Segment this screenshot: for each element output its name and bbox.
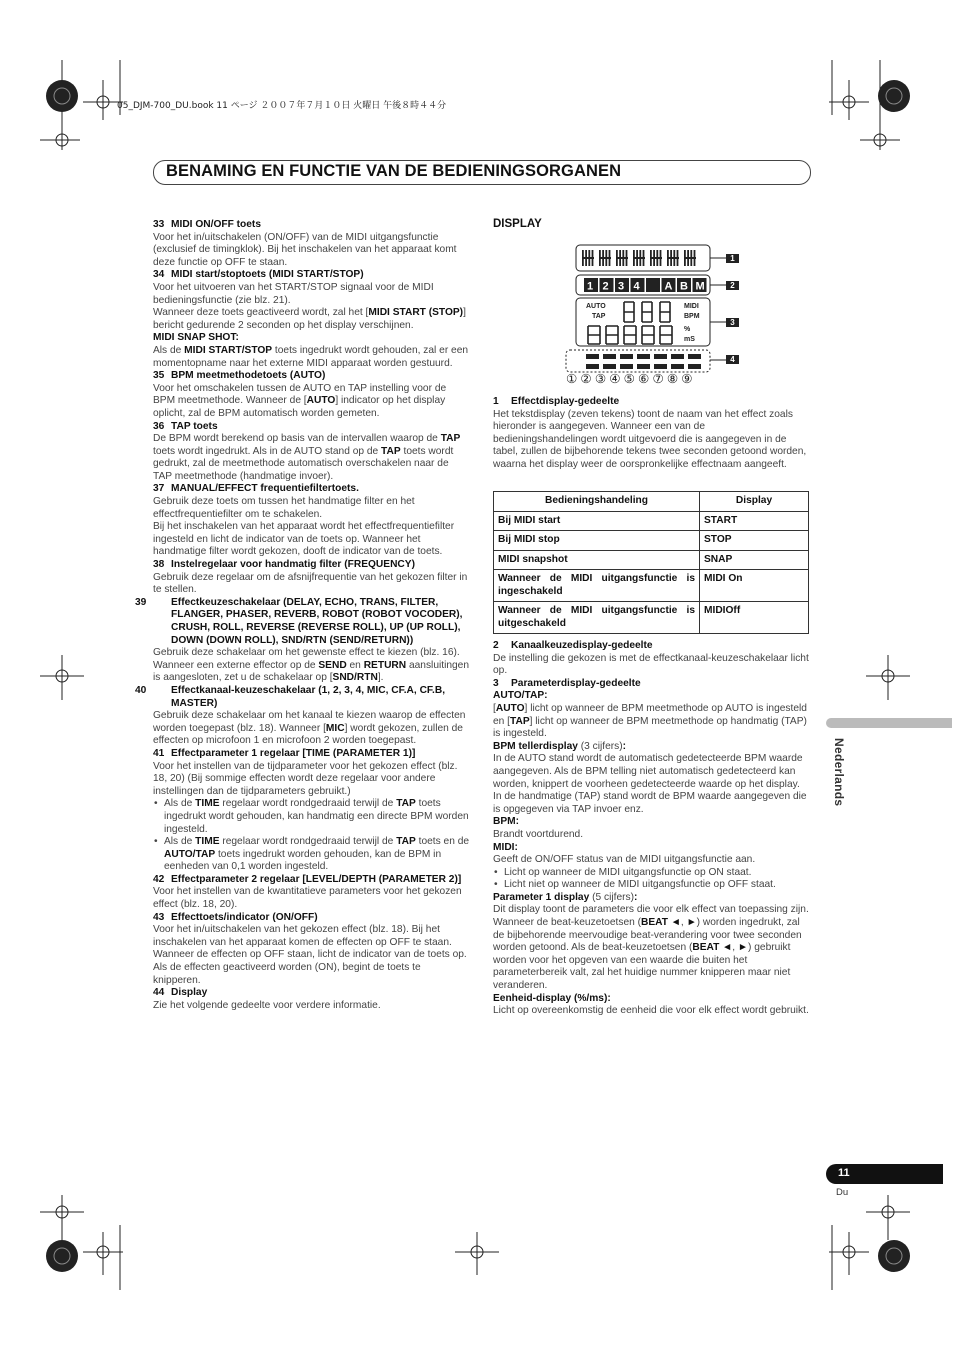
section-40-text: Gebruik deze schakelaar om het kanaal te kiezen waarop de effecten worden toegepast (blz. 18). Wanneer [MIC] wordt gekozen, zullen de effecten op microfoon 1 en microfoon 2 worden toegepast. — [153, 710, 466, 747]
lcd-glyph-segment — [667, 257, 679, 259]
table-header-row — [494, 492, 809, 512]
lcd-channel-label: 3 — [618, 280, 625, 293]
callout-1: 1 — [726, 254, 739, 263]
table-cell: Wanneer de MIDI uitgangsfunctie is uitgeschakeld — [494, 602, 700, 634]
lcd-display-diagram — [560, 242, 750, 388]
language-label: Nederlands — [832, 738, 846, 807]
midi-bullet-2: • Licht niet op wanneer de MIDI uitgangsfunctie op OFF staat. — [493, 879, 810, 892]
section-37-text-2: Bij het inschakelen van het apparaat wordt het effectfrequentiefilter ingesteld en licht de indicator van de toets op. Wanneer het handmatige filter wordt gekozen, dooft de indicator van de toets. — [153, 521, 455, 558]
section-34-heading: 34 MIDI start/stoptoets (MIDI START/STOP) — [153, 269, 364, 281]
autotap-text: [AUTO] licht op wanneer de BPM meetmethode op AUTO is ingesteld en [TAP] licht op wanneer de BPM meetmethode op handmatig (TAP) is ingesteld. — [493, 702, 807, 740]
section-37-text-1: Gebruik deze toets om tussen het handmatige filter en het effectfrequentiefilter om te schakelen. — [153, 496, 415, 520]
circled-2: ② — [580, 371, 595, 386]
right-column-top — [493, 396, 810, 472]
section-43-text: Voor het in/uitschakelen van het gekozen effect (blz. 18). Bij het inschakelen van het apparaat komen de effecten op OFF te staan. Wanneer de effecten op OFF staan, licht de indicator van de toets op. Als de effecten geactiveerd worden (ON), begint de toets te knipperen. — [153, 924, 467, 986]
operation-display-table — [493, 491, 809, 634]
lcd-glyph-segment — [633, 257, 645, 259]
midi-snapshot-heading: MIDI SNAP SHOT: — [153, 332, 239, 344]
r1-heading: 1 Effectdisplay-gedeelte — [493, 396, 620, 407]
lcd-glyph-segment — [616, 257, 628, 259]
lcd-level-bar — [671, 354, 684, 359]
table-cell: START — [700, 511, 809, 531]
table-row — [494, 531, 809, 551]
param1-heading: Parameter 1 display (5 cijfers): — [493, 891, 638, 903]
section-39-heading: 39 Effectkeuzeschakelaar (DELAY, ECHO, TRANS, FILTER, FLANGER, PHASER, REVERB, ROBOT (ROBOT VOCODER), CRUSH, ROLL, REVERSE (REVERSE ROLL), UP (UP ROLL), DOWN (DOWN ROLL), SND/RTN (SEND/RETURN)) — [135, 596, 463, 646]
section-41-bullet-2: • Als de TIME regelaar wordt rondgedraaid terwijl de TAP toets en de AUTO/TAP toets ingedrukt worden gehouden, kan de BPM in eenheden van 0,1 worden ingesteld. — [153, 836, 470, 874]
table-cell: MIDIOff — [700, 602, 809, 634]
table-row — [494, 602, 809, 634]
lcd-channel-box — [646, 278, 660, 292]
left-column — [135, 219, 470, 1012]
lcd-level-bar — [637, 364, 650, 369]
table-row — [494, 570, 809, 602]
language-side-label — [829, 738, 849, 828]
section-36-heading: 36 TAP toets — [153, 420, 218, 432]
lcd-level-bar — [586, 364, 599, 369]
midi-snapshot-text: Als de MIDI START/STOP toets ingedrukt wordt gehouden, zal er een momentopname naar het externe MIDI apparaat worden gestuurd. — [153, 344, 469, 369]
lcd-midi-label: MIDI — [684, 303, 699, 310]
r2-heading: 2 Kanaalkeuzedisplay-gedeelte — [493, 640, 653, 651]
section-44-heading: 44 Display — [153, 987, 208, 999]
section-42-text: Voor het instellen van de kwantitatieve parameters voor het gekozen effect (blz. 18, 20). — [153, 886, 462, 911]
section-38-text: Gebruik deze regelaar om de afsnijfrequentie van het gekozen filter in te stellen. — [153, 571, 468, 596]
page-language: Du — [836, 1187, 849, 1198]
section-33-heading: 33 MIDI ON/OFF toets — [153, 219, 261, 230]
callout-2: 2 — [726, 281, 739, 290]
section-37-heading: 37 MANUAL/EFFECT frequentiefiltertoets. — [153, 483, 359, 495]
table-cell: Bij MIDI stop — [494, 531, 700, 551]
midi-bullet-1: • Licht op wanneer de MIDI uitgangsfunctie op ON staat. — [493, 867, 810, 880]
callout-3: 3 — [726, 318, 739, 327]
table-cell: SNAP — [700, 550, 809, 570]
lcd-tap-label: TAP — [592, 313, 606, 320]
section-35-heading: 35 BPM meetmethodetoets (AUTO) — [153, 370, 326, 382]
circled-5: ⑤ — [623, 371, 639, 386]
lcd-level-bar — [620, 364, 633, 369]
lcd-glyph-segment — [650, 257, 662, 259]
circled-8: ⑧ — [666, 371, 682, 386]
autotap-heading: AUTO/TAP: — [493, 690, 548, 702]
section-40-heading: 40 Effectkanaal-keuzeschakelaar (1, 2, 3, 4, MIC, CF.A, CF.B, MASTER) — [135, 684, 446, 709]
callout-4: 4 — [726, 355, 739, 364]
lcd-level-bar — [603, 364, 616, 369]
page-number-box — [826, 1164, 943, 1184]
file-header: 05_DJM-700_DU.book 11 ページ ２００７年７月１０日 火曜日 午後８時４４分 — [117, 101, 447, 111]
lcd-channel-label: B — [680, 280, 688, 293]
page-number: 11 — [838, 1167, 850, 1179]
lcd-level-bar — [586, 354, 599, 359]
lcd-bpm-label: BPM — [684, 313, 700, 320]
lcd-channel-label: 1 — [587, 280, 594, 293]
r2-text: De instelling die gekozen is met de effectkanaal-keuzeschakelaar licht op. — [493, 652, 809, 677]
lcd-channel-label: 4 — [633, 280, 640, 293]
section-35-text: Voor het omschakelen tussen de AUTO en TAP instelling voor de BPM meetmethode. Wanneer de [AUTO] indicator op het display oplicht, zal de BPM automatisch worden gemeten. — [153, 382, 447, 419]
bpm-heading: BPM: — [493, 816, 520, 828]
lcd-level-bar — [688, 364, 701, 369]
section-41-heading: 41 Effectparameter 1 regelaar [TIME (PARAMETER 1)] — [153, 747, 416, 759]
table-cell: MIDI On — [700, 570, 809, 602]
table-cell: Bij MIDI start — [494, 511, 700, 531]
right-column-bottom — [493, 640, 810, 1018]
circled-6: ⑥ — [638, 371, 653, 386]
section-42-heading: 42 Effectparameter 2 regelaar [LEVEL/DEPTH (PARAMETER 2)] — [153, 873, 462, 885]
lcd-channel-label: A — [664, 280, 673, 293]
lcd-glyph-segment — [684, 257, 696, 259]
section-41-text: Voor het instellen van de tijdparameter voor het gekozen effect (blz. 18, 20) (Bij sommige effecten wordt deze regelaar voor andere instellingen dan de tijdparameters gebruikt.) — [153, 760, 458, 797]
circled-3: ③ — [594, 371, 610, 386]
lcd-channel-label: M — [695, 280, 705, 293]
lcd-level-bar — [637, 354, 650, 359]
table-header-operation: Bedieningshandeling — [494, 492, 700, 512]
table-row — [494, 550, 809, 570]
table-cell: Wanneer de MIDI uitgangsfunctie is ingeschakeld — [494, 570, 700, 602]
page-title-box — [153, 160, 811, 185]
circled-7: ⑦ — [652, 371, 667, 386]
table-header-display: Display — [700, 492, 809, 512]
circled-9: ⑨ — [681, 371, 696, 386]
lcd-ms-label: mS — [684, 336, 695, 343]
lcd-level-bar — [671, 364, 684, 369]
bpm-counter-text: In de AUTO stand wordt de automatisch gedetecteerde BPM waarde aangegeven. Als de BPM telling niet automatisch gedetecteerd kan worden, knippert de voorheen gedetecteerde waarde op het display. In de handmatige (TAP) stand wordt de BPM waarde aangegeven die is opgegeven via TAP invoer enz. — [493, 753, 807, 815]
section-34-text-1: Voor het uitvoeren van het START/STOP signaal voor de MIDI bedieningsfunctie (zie blz. 21). — [153, 281, 434, 306]
r1-text: Het tekstdisplay (zeven tekens) toont de naam van het effect zoals hieronder is aangegeven. Wanneer een van de bedieningshandelingen wordt uitgevoerd die is aangegeven in de tabel, zullen de bijbehorende tekens twee seconden getoond worden, waarna het display weer de oorspronkelijke effectnaam aangeeft. — [493, 408, 807, 470]
param1-text: Dit display toont de parameters die voor elk effect van toepassing zijn. Wanneer de beat-keuzetoetsen (BEAT ◄, ►) worden ingedrukt, zal de bijbehorende meervoudige beat-verandering voor twee seconden worden getoond. Als de beat-keuzetoetsen (BEAT ◄, ►) gebruikt worden voor het opgeven van een waarde die buiten het parameterbereik valt, zal het huidige nummer knipperen maar niet veranderen. — [493, 904, 809, 992]
lcd-level-bar — [654, 364, 667, 369]
section-44-text: Zie het volgende gedeelte voor verdere informatie. — [153, 999, 381, 1011]
table-cell: MIDI snapshot — [494, 550, 700, 570]
section-36-text: De BPM wordt berekend op basis van de intervallen waarop de TAP toets wordt ingedrukt. Als in de AUTO stand op de TAP toets wordt gedrukt, zal de meetmethode automatisch overschakelen naar de TAP meetmethode (handmatige invoer). — [153, 433, 461, 482]
lcd-level-bar — [654, 354, 667, 359]
section-38-heading: 38 Instelregelaar voor handmatig filter (FREQUENCY) — [153, 559, 415, 571]
page-title: BENAMING EN FUNCTIE VAN DE BEDIENINGSORGANEN — [166, 162, 622, 180]
circled-4: ④ — [609, 371, 624, 386]
midi-heading: MIDI: — [493, 841, 518, 853]
table-row — [494, 511, 809, 531]
bpm-counter-heading: BPM tellerdisplay (3 cijfers): — [493, 740, 627, 752]
lcd-glyph-segment — [582, 257, 594, 259]
midi-text: Geeft de ON/OFF status van de MIDI uitgangsfunctie aan. — [493, 854, 756, 866]
r3-heading: 3 Parameterdisplay-gedeelte — [493, 677, 641, 689]
circled-1: ① — [566, 371, 581, 386]
section-34-text-2: Wanneer deze toets geactiveerd wordt, zal het [MIDI START (STOP)] bericht gedurende 2 seconden op het display verschijnen. — [153, 307, 466, 331]
unit-display-heading: Eenheid-display (%/ms): — [493, 992, 611, 1004]
lcd-level-bar — [620, 354, 633, 359]
section-39-text: Gebruik deze schakelaar om het gewenste effect te kiezen (blz. 16). Wanneer een externe effector op de SEND en RETURN aansluitingen is aangesloten, zet u de schakelaar op [SND/RTN]. — [153, 647, 470, 684]
section-43-heading: 43 Effecttoets/indicator (ON/OFF) — [153, 911, 318, 923]
language-tab-bar — [826, 718, 952, 728]
lcd-glyph-segment — [599, 257, 611, 259]
bpm-text: Brandt voortdurend. — [493, 828, 584, 840]
section-41-bullet-1: • Als de TIME regelaar wordt rondgedraaid terwijl de TAP toets ingedrukt wordt gehouden, kan handmatig een directe BPM worden ingesteld. — [153, 798, 470, 836]
lcd-level-bar — [688, 354, 701, 359]
section-33-text: Voor het in/uitschakelen (ON/OFF) van de MIDI uitgangsfunctie (exclusief de timingklok). Bij het inschakelen van het apparaat komt deze functie op OFF te staan. — [153, 231, 457, 268]
lcd-auto-label: AUTO — [586, 303, 606, 310]
lcd-level-bar — [603, 354, 616, 359]
circled-numbers — [566, 371, 696, 386]
lcd-channel-label: 2 — [602, 280, 609, 293]
table-cell: STOP — [700, 531, 809, 551]
display-heading: DISPLAY — [493, 218, 542, 230]
unit-display-text: Licht op overeenkomstig de eenheid die voor elk effect wordt gebruikt. — [493, 1005, 809, 1017]
lcd-percent-label: % — [684, 326, 691, 333]
